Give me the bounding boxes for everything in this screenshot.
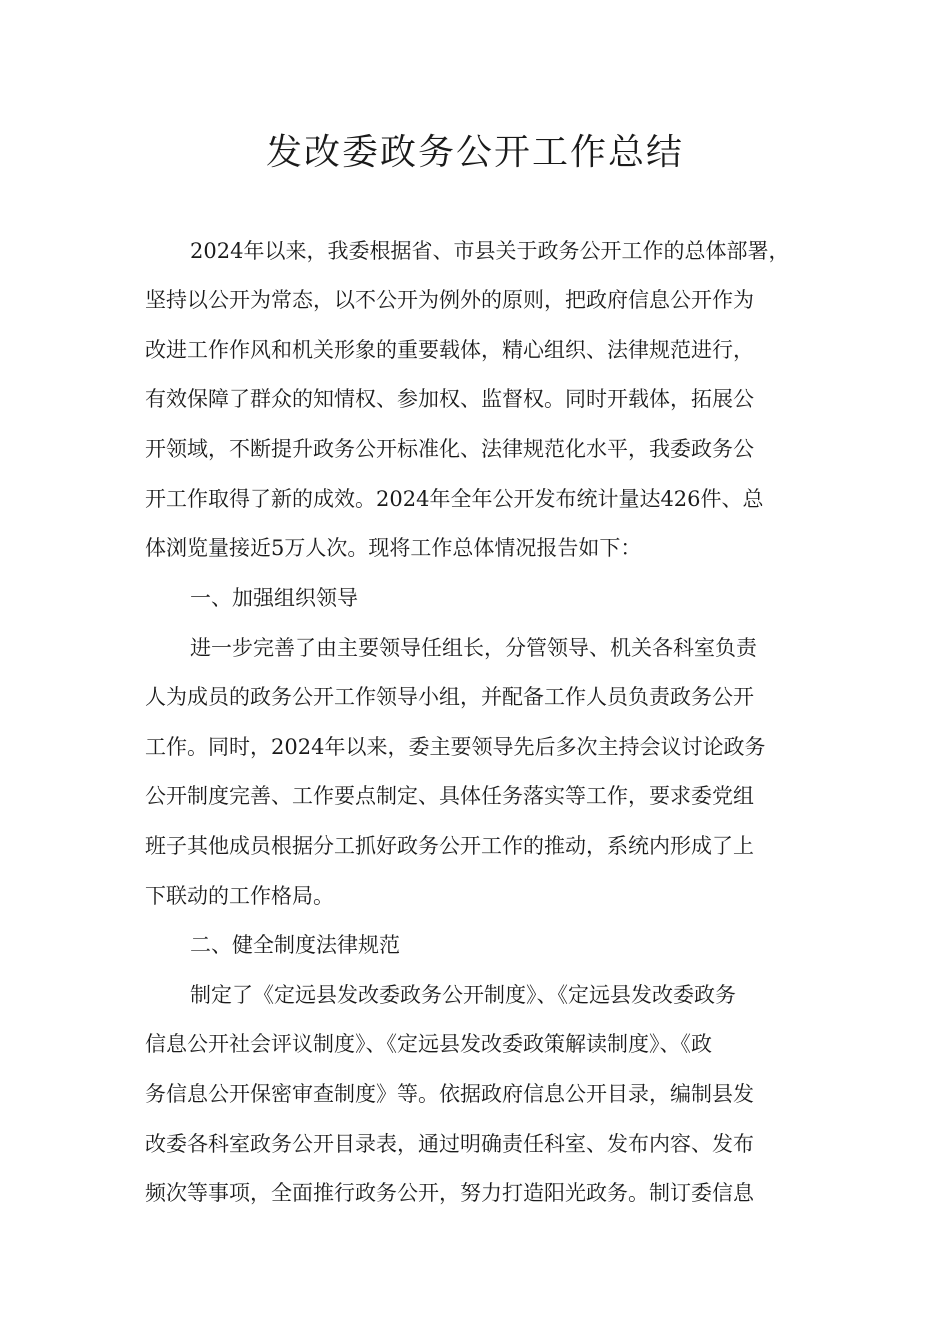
paragraph-line: 人为成员的政务公开工作领导小组，并配备工作人员负责政务公开 (145, 685, 754, 709)
paragraph-line: 开领域，不断提升政务公开标准化、法律规范化水平，我委政务公 (145, 437, 754, 461)
paragraph-line: 务信息公开保密审查制度》等。依据政府信息公开目录，编制县发 (145, 1082, 754, 1106)
paragraph-line: 工作。同时，2024年以来，委主要领导先后多次主持会议讨论政务 (145, 735, 766, 759)
paragraph-line: 进一步完善了由主要领导任组长，分管领导、机关各科室负责 (190, 636, 757, 660)
paragraph-line: 开工作取得了新的成效。2024年全年公开发布统计量达426件、总 (145, 487, 764, 511)
paragraph-line: 体浏览量接近5万人次。现将工作总体情况报告如下： (145, 536, 642, 560)
paragraph-line: 改委各科室政务公开目录表，通过明确责任科室、发布内容、发布 (145, 1132, 754, 1156)
paragraph-line: 频次等事项，全面推行政务公开，努力打造阳光政务。制订委信息 (145, 1181, 754, 1205)
paragraph-line: 班子其他成员根据分工抓好政务公开工作的推动，系统内形成了上 (145, 834, 754, 858)
paragraph-line: 公开制度完善、工作要点制定、具体任务落实等工作，要求委党组 (145, 784, 754, 808)
paragraph-line: 2024年以来，我委根据省、市县关于政务公开工作的总体部署， (190, 239, 790, 263)
paragraph-line: 改进工作作风和机关形象的重要载体，精心组织、法律规范进行， (145, 338, 754, 362)
document-title: 发改委政务公开工作总结 (265, 132, 684, 173)
section-heading: 一、加强组织领导 (190, 586, 358, 610)
paragraph-line: 坚持以公开为常态，以不公开为例外的原则，把政府信息公开作为 (145, 288, 754, 312)
paragraph-line: 下联动的工作格局。 (145, 884, 334, 908)
paragraph-line: 有效保障了群众的知情权、参加权、监督权。同时开载体，拓展公 (145, 387, 754, 411)
paragraph-line: 信息公开社会评议制度》、《定远县发改委政策解读制度》、《政 (145, 1032, 712, 1056)
section-heading: 二、健全制度法律规范 (190, 933, 400, 957)
paragraph-line: 制定了《定远县发改委政务公开制度》、《定远县发改委政务 (190, 983, 736, 1007)
